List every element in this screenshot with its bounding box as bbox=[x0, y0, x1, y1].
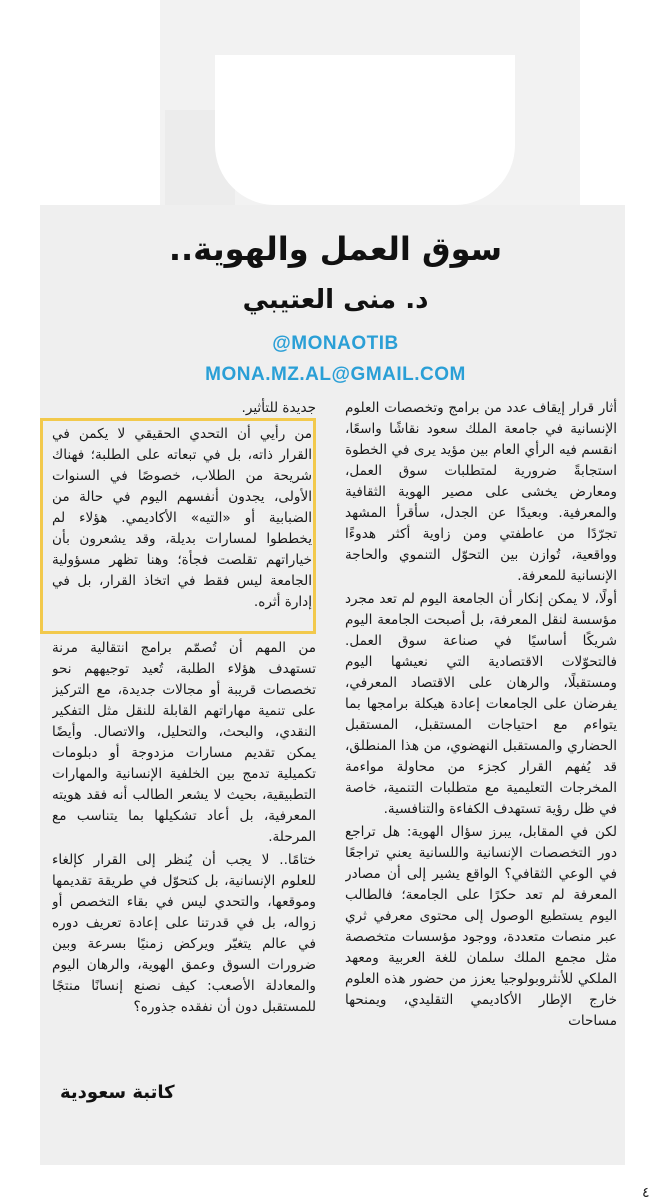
article-title: سوق العمل والهوية.. bbox=[168, 230, 503, 268]
author-email[interactable]: MONA.MZ.AL@GMAIL.COM bbox=[205, 364, 466, 385]
paragraph: أولًا، لا يمكن إنكار أن الجامعة اليوم لم تعد مجرد مؤسسة لنقل المعرفة، بل أصبحت الجامعة اليوم شريكًا أساسيًا في صناعة سوق العمل. فالتحوّلات الاقتصادية التي نعيشها اليوم ومستقبلًا، والرهان على الاقتصاد المعرفي، يفرضان على الجامعات إعادة هيكلة برامجها بما يتواءم مع احتياجات المستقبل، المستقبل الحضاري والمستقبل النهضوي، من هذا المنطلق، قد يُفهم القرار كجزء من محاولة مواءمة المخرجات التعليمية مع متطلبات التنمية، خاصة في ظل رؤية تستهدف الكفاءة والتنافسية. bbox=[345, 591, 617, 817]
header-decoration-notch bbox=[215, 55, 515, 205]
paragraph: أثار قرار إيقاف عدد من برامج وتخصصات العلوم الإنسانية في جامعة الملك سعود نقاشًا واسعًا، انقسم فيه الرأي العام بين مؤيد يرى في الخطوة استجابةً ضرورية لمتطلبات سوق العمل، ومعارض يخشى على مصير الهوية الثقافية والمعرفية. وبعيدًا عن الجدل، سأقرأ المشهد تجرّدًا من عاطفتي ومن زاوية أكثر هدوءًا وواقعية، تُوازن بين التحوّل التنموي والحاجة الإنسانية للمعرفة. bbox=[345, 400, 617, 584]
paragraph: ختامًا.. لا يجب أن يُنظر إلى القرار كإلغاء للعلوم الإنسانية، بل كتحوّل في طريقة تقديمها وموقعها، والتحدي ليس في بقاء التخصص أو زواله، بل في قدرتنا على إعادة تعريف دوره في عالم يتغيّر ويركض زمنيًا بسرعة وبين ضرورات السوق وعمق الهوية، والرهان اليوم والمعادلة الأصعب: كيف نصنع إنسانًا منتجًا للمستقبل دون أن نفقده جذوره؟ bbox=[52, 852, 316, 1015]
author-name: د. منى العتيبي bbox=[242, 285, 429, 315]
article-column-right bbox=[345, 398, 617, 1138]
twitter-handle[interactable]: @MONAOTIB bbox=[272, 333, 399, 354]
article-column-left-top: جديدة للتأثير. bbox=[241, 400, 316, 416]
page-number: ٤ bbox=[642, 1185, 650, 1201]
pull-quote: من رأيي أن التحدي الحقيقي لا يكمن في القرار ذاته، بل في تبعاته على الطلبة؛ فهناك شريحة من الطلاب، خصوصًا في السنوات الأولى، يجدون أنفسهم اليوم في حالة من الضبابية أو «التيه» الأكاديمي. هؤلاء لم يخططوا لمسارات بديلة، وقد يشعرون بأن خياراتهم تقلصت فجأة؛ وهنا تظهر مسؤولية الجامعة ليس فقط في اتخاذ القرار، بل في إدارة أثره. bbox=[52, 426, 312, 610]
article-column-left-bottom bbox=[52, 638, 316, 1068]
paragraph: لكن في المقابل، يبرز سؤال الهوية: هل تراجع دور التخصصات الإنسانية واللسانية يعني تراجعًا في الوعي الثقافي؟ الواقع يشير إلى أن مصادر المعرفة لم تعد حكرًا على الجامعة؛ فالطالب اليوم يستطيع الوصول إلى محتوى معرفي ثري عبر منصات متعددة، ووجود مؤسسات متخصصة مثل مجمع الملك سلمان للغة العربية ومعهد الملكي للأنثروبولوجيا يعزز من حضور هذه العلوم خارج الإطار الأكاديمي التقليدي، ويمنحها مساحات bbox=[345, 824, 617, 1029]
paragraph: من المهم أن تُصمّم برامج انتقالية مرنة تستهدف هؤلاء الطلبة، تُعيد توجيههم نحو تخصصات قريبة أو مجالات جديدة، مع التركيز على تنمية مهاراتهم القابلة للنقل مثل التفكير النقدي، والبحث، والتحليل، والاتصال. وأيضًا يمكن تقديم مسارات مزدوجة أو دبلومات تكميلية تدمج بين الخلفية الإنسانية والمهارات التطبيقية، بحيث لا يشعر الطالب أنه فقد هويته المعرفية، بل أعاد تشكيلها بما يتناسب مع المرحلة. bbox=[52, 640, 316, 845]
author-signature: كاتبة سعودية bbox=[60, 1082, 175, 1103]
